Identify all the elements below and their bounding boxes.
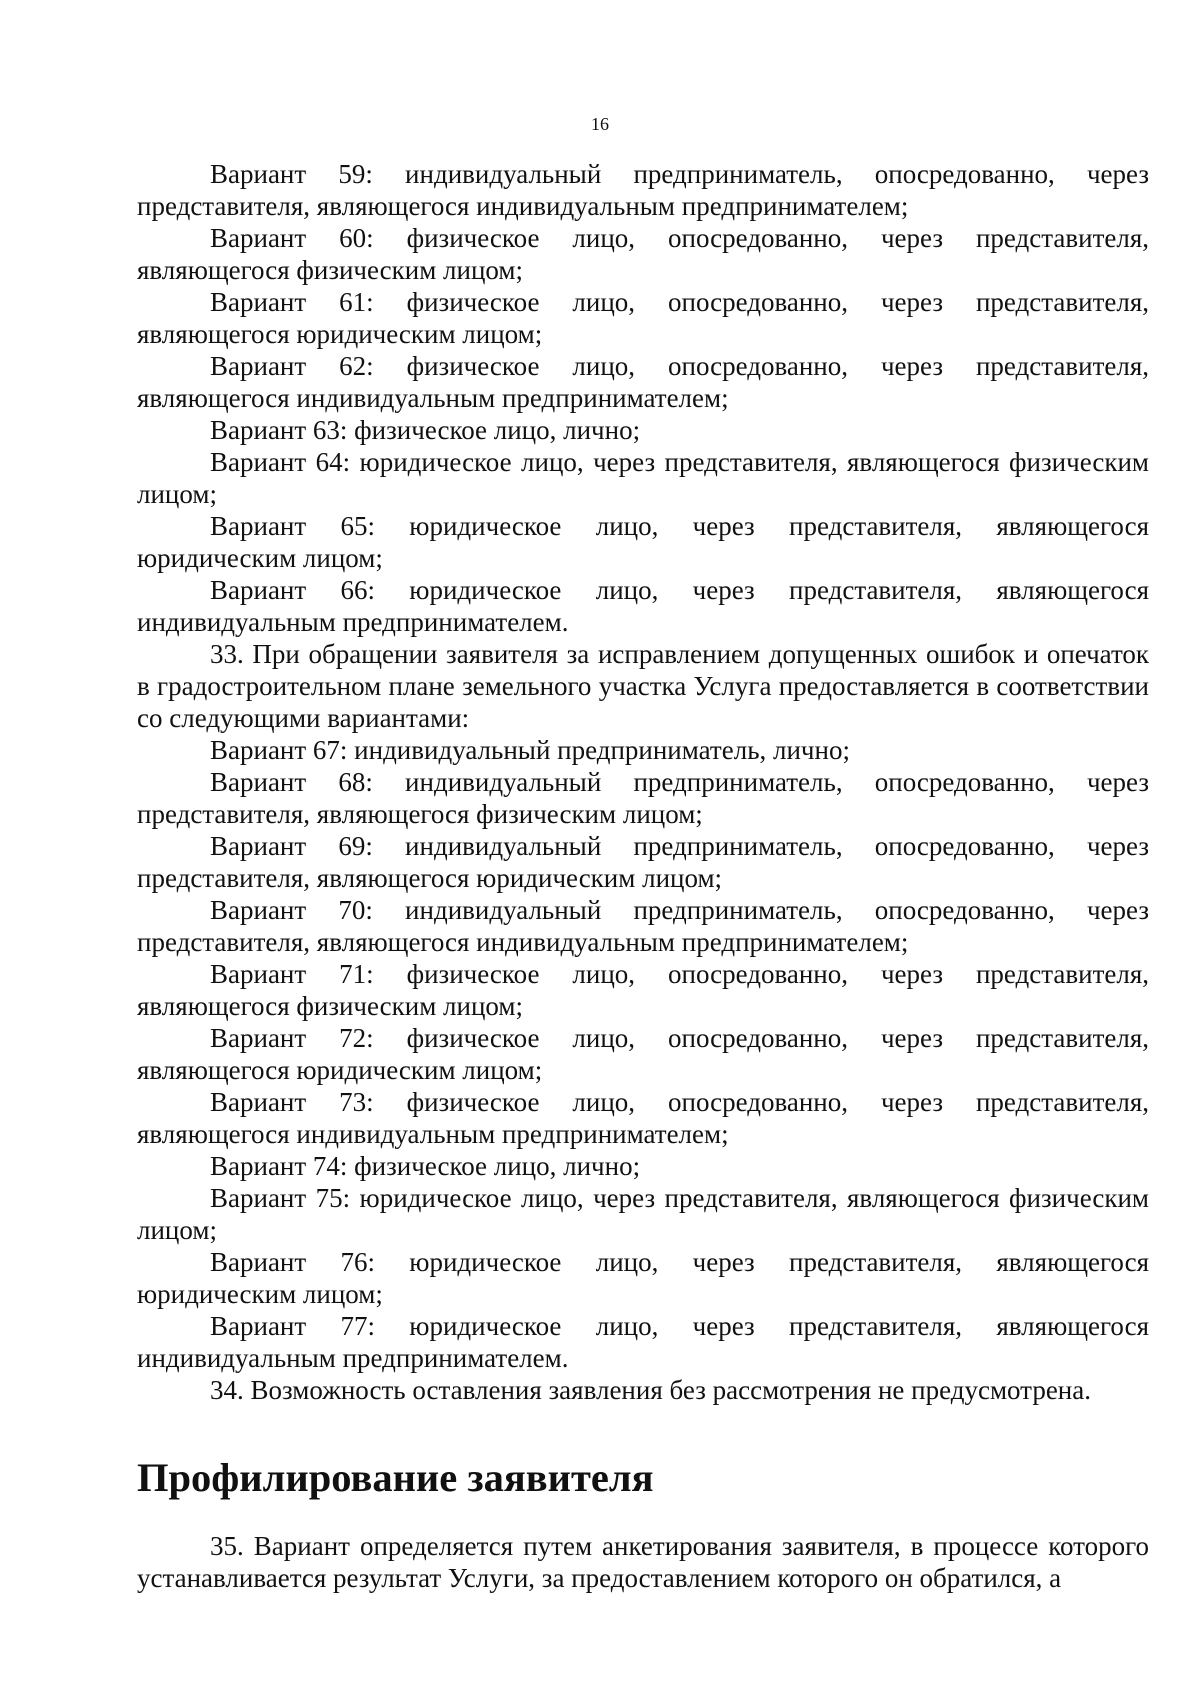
paragraph-variant-61: Вариант 61: физическое лицо, опосредованно, через представителя, являющегося юридическим лицом;: [137, 287, 1149, 349]
paragraph-variant-64: Вариант 64: юридическое лицо, через представителя, являющегося физическим лицом;: [137, 447, 1149, 509]
paragraph-variant-59: Вариант 59: индивидуальный предприниматель, опосредованно, через представителя, являющегося индивидуальным предпринимателем;: [137, 159, 1149, 221]
paragraph-variant-69: Вариант 69: индивидуальный предприниматель, опосредованно, через представителя, являющегося юридическим лицом;: [137, 831, 1149, 893]
paragraph-variant-70: Вариант 70: индивидуальный предприниматель, опосредованно, через представителя, являющегося индивидуальным предпринимателем;: [137, 895, 1149, 957]
paragraph-clause-34: 34. Возможность оставления заявления без рассмотрения не предусмотрена.: [210, 1375, 1091, 1405]
paragraph-variant-74: Вариант 74: физическое лицо, лично;: [210, 1151, 641, 1181]
paragraph-variant-66: Вариант 66: юридическое лицо, через представителя, являющегося индивидуальным предпринимателем.: [137, 575, 1149, 637]
paragraph-clause-33: 33. При обращении заявителя за исправлением допущенных ошибок и опечаток в градостроительном плане земельного участка Услуга предоставляется в соответствии со следующими вариантами:: [137, 639, 1149, 733]
paragraph-variant-72: Вариант 72: физическое лицо, опосредованно, через представителя, являющегося юридическим лицом;: [137, 1023, 1149, 1085]
paragraph-variant-68: Вариант 68: индивидуальный предприниматель, опосредованно, через представителя, являющегося физическим лицом;: [137, 767, 1149, 829]
paragraph-variant-71: Вариант 71: физическое лицо, опосредованно, через представителя, являющегося физическим лицом;: [137, 959, 1149, 1021]
page-number: 16: [591, 114, 609, 134]
paragraph-variant-75: Вариант 75: юридическое лицо, через представителя, являющегося физическим лицом;: [137, 1183, 1149, 1245]
paragraph-variant-65: Вариант 65: юридическое лицо, через представителя, являющегося юридическим лицом;: [137, 511, 1149, 573]
section-heading: Профилирование заявителя: [137, 1455, 654, 1500]
paragraph-variant-60: Вариант 60: физическое лицо, опосредованно, через представителя, являющегося физическим лицом;: [137, 223, 1149, 285]
paragraph-variant-63: Вариант 63: физическое лицо, лично;: [210, 415, 641, 445]
paragraph-variant-62: Вариант 62: физическое лицо, опосредованно, через представителя, являющегося индивидуальным предпринимателем;: [137, 351, 1149, 413]
paragraph-variant-77: Вариант 77: юридическое лицо, через представителя, являющегося индивидуальным предпринимателем.: [137, 1311, 1149, 1373]
paragraph-variant-67: Вариант 67: индивидуальный предприниматель, лично;: [210, 735, 850, 765]
document-body: [137, 158, 1149, 1594]
paragraph-clause-35: 35. Вариант определяется путем анкетирования заявителя, в процессе которого устанавливается результат Услуги, за предоставлением которого он обратился, а: [137, 1531, 1149, 1593]
paragraph-variant-73: Вариант 73: физическое лицо, опосредованно, через представителя, являющегося индивидуальным предпринимателем;: [137, 1087, 1149, 1149]
paragraph-variant-76: Вариант 76: юридическое лицо, через представителя, являющегося юридическим лицом;: [137, 1247, 1149, 1309]
